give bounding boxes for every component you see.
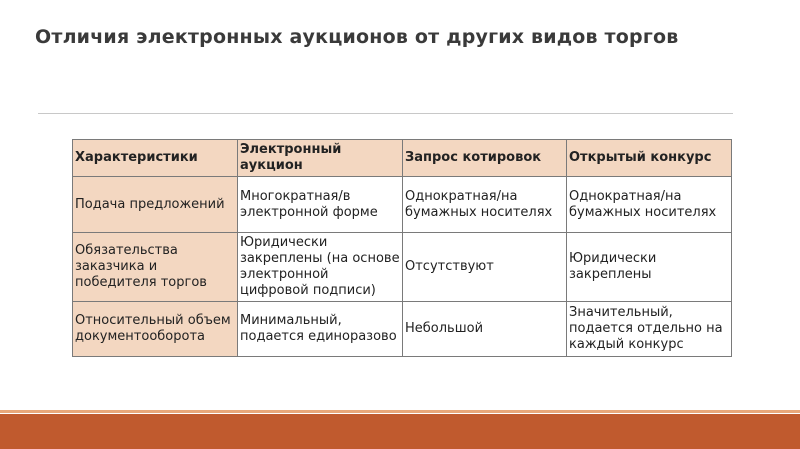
row-label: Относительный объем документооборота: [73, 302, 238, 357]
footer-bar: [0, 414, 800, 449]
header-electronic-auction: Электронный аукцион: [238, 140, 403, 177]
row-label: Подача предложений: [73, 177, 238, 233]
header-open-tender: Открытый конкурс: [567, 140, 732, 177]
table-row: [73, 177, 732, 233]
slide-title: Отличия электронных аукционов от других видов торгов: [35, 26, 679, 48]
header-characteristics: Характеристики: [73, 140, 238, 177]
table-cell: Юридически закреплены: [567, 233, 732, 302]
table-row: [73, 302, 732, 357]
comparison-table: [72, 139, 732, 357]
table-cell: Небольшой: [403, 302, 567, 357]
table-row: [73, 233, 732, 302]
title-divider: [38, 113, 733, 114]
table-cell: Минимальный, подается единоразово: [238, 302, 403, 357]
table-cell: Отсутствуют: [403, 233, 567, 302]
row-label: Обязательства заказчика и победителя торгов: [73, 233, 238, 302]
header-quotation-request: Запрос котировок: [403, 140, 567, 177]
table-cell: Значительный, подается отдельно на каждый конкурс: [567, 302, 732, 357]
table-cell: Юридически закреплены (на основе электронной цифровой подписи): [238, 233, 403, 302]
table-cell: Многократная/в электронной форме: [238, 177, 403, 233]
footer-accent-line: [0, 410, 800, 413]
table-header-row: [73, 140, 732, 177]
table-cell: Однократная/на бумажных носителях: [403, 177, 567, 233]
table-cell: Однократная/на бумажных носителях: [567, 177, 732, 233]
